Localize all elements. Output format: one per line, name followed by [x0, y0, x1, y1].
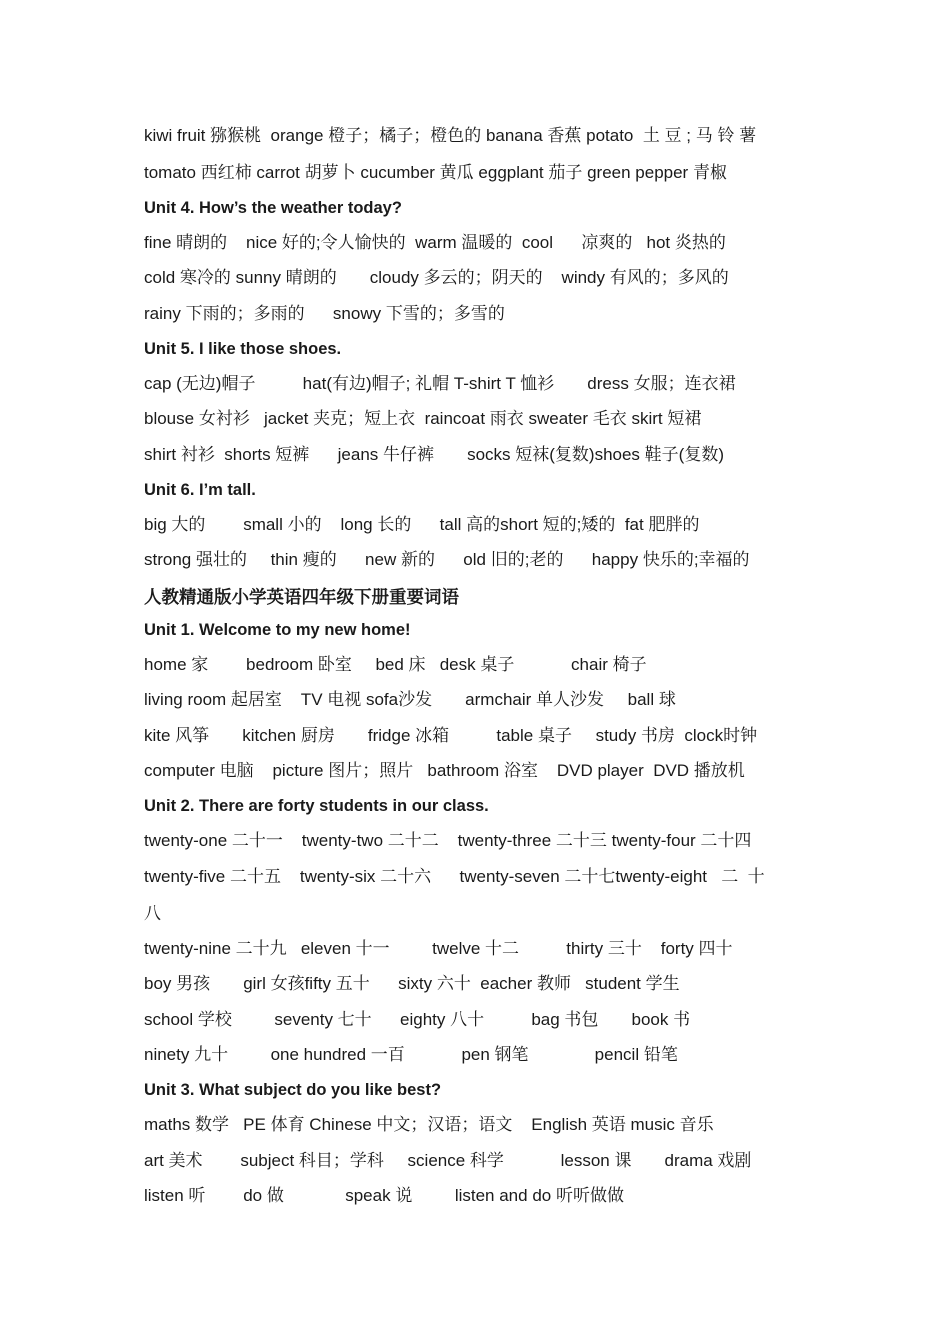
vocab-line: big 大的 small 小的 long 长的 tall 高的short 短的;矮的 fat 肥胖的: [144, 515, 700, 534]
vocab-line: school 学校 seventy 七十 eighty 八十 bag 书包 book 书: [144, 1010, 691, 1029]
unit-heading: Unit 5. I like those shoes.: [144, 340, 342, 358]
vocab-line: kite 风筝 kitchen 厨房 fridge 冰箱 table 桌子 study 书房 clock时钟: [144, 726, 758, 745]
vocab-line: living room 起居室 TV 电视 sofa沙发 armchair 单人沙发 ball 球: [144, 690, 676, 709]
section-title: 人教精通版小学英语四年级下册重要词语: [144, 587, 459, 607]
vocab-line: home 家 bedroom 卧室 bed 床 desk 桌子 chair 椅子: [144, 655, 647, 674]
unit-heading: Unit 6. I’m tall.: [144, 481, 256, 499]
unit-heading: Unit 1. Welcome to my new home!: [144, 621, 411, 639]
vocab-line: fine 晴朗的 nice 好的;令人愉快的 warm 温暖的 cool 凉爽的 hot 炎热的: [144, 233, 726, 252]
vocab-line: boy 男孩 girl 女孩fifty 五十 sixty 六十 eacher 教师 student 学生: [144, 974, 680, 993]
vocab-line: computer 电脑 picture 图片；照片 bathroom 浴室 DVD player DVD 播放机: [144, 761, 745, 780]
vocab-line: twenty-one 二十一 twenty-two 二十二 twenty-three 二十三 twenty-four 二十四: [144, 831, 752, 850]
unit-heading: Unit 4. How’s the weather today?: [144, 199, 402, 217]
vocab-line: rainy 下雨的；多雨的 snowy 下雪的；多雪的: [144, 304, 505, 323]
vocab-line: 八: [144, 904, 161, 923]
vocab-line: ninety 九十 one hundred 一百 pen 钢笔 pencil 铅笔: [144, 1045, 678, 1064]
vocab-line: listen 听 do 做 speak 说 listen and do 听听做做: [144, 1186, 624, 1205]
vocab-line: twenty-five 二十五 twenty-six 二十六 twenty-seven 二十七twenty-eight 二 十: [144, 867, 765, 886]
vocab-line: art 美术 subject 科目；学科 science 科学 lesson 课 drama 戏剧: [144, 1151, 752, 1170]
vocab-line: maths 数学 PE 体育 Chinese 中文；汉语；语文 English 英语 music 音乐: [144, 1115, 714, 1134]
vocab-line: twenty-nine 二十九 eleven 十一 twelve 十二 thirty 三十 forty 四十: [144, 939, 733, 958]
unit-heading: Unit 2. There are forty students in our class.: [144, 797, 489, 815]
vocab-line: cold 寒冷的 sunny 晴朗的 cloudy 多云的；阴天的 windy 有风的；多风的: [144, 268, 729, 287]
vocab-line: blouse 女衬衫 jacket 夹克；短上衣 raincoat 雨衣 sweater 毛衣 skirt 短裙: [144, 409, 702, 428]
vocab-line: cap (无边)帽子 hat(有边)帽子; 礼帽 T-shirt T 恤衫 dress 女服；连衣裙: [144, 374, 736, 393]
vocab-line: shirt 衬衫 shorts 短裤 jeans 牛仔裤 socks 短袜(复数)shoes 鞋子(复数): [144, 445, 724, 464]
vocab-line: tomato 西红柿 carrot 胡萝卜 cucumber 黄瓜 eggplant 茄子 green pepper 青椒: [144, 163, 727, 182]
vocab-line: kiwi fruit 猕猴桃 orange 橙子；橘子；橙色的 banana 香蕉 potato 土 豆 ; 马 铃 薯: [144, 126, 757, 145]
vocab-line: strong 强壮的 thin 瘦的 new 新的 old 旧的;老的 happy 快乐的;幸福的: [144, 550, 750, 569]
unit-heading: Unit 3. What subject do you like best?: [144, 1081, 442, 1099]
